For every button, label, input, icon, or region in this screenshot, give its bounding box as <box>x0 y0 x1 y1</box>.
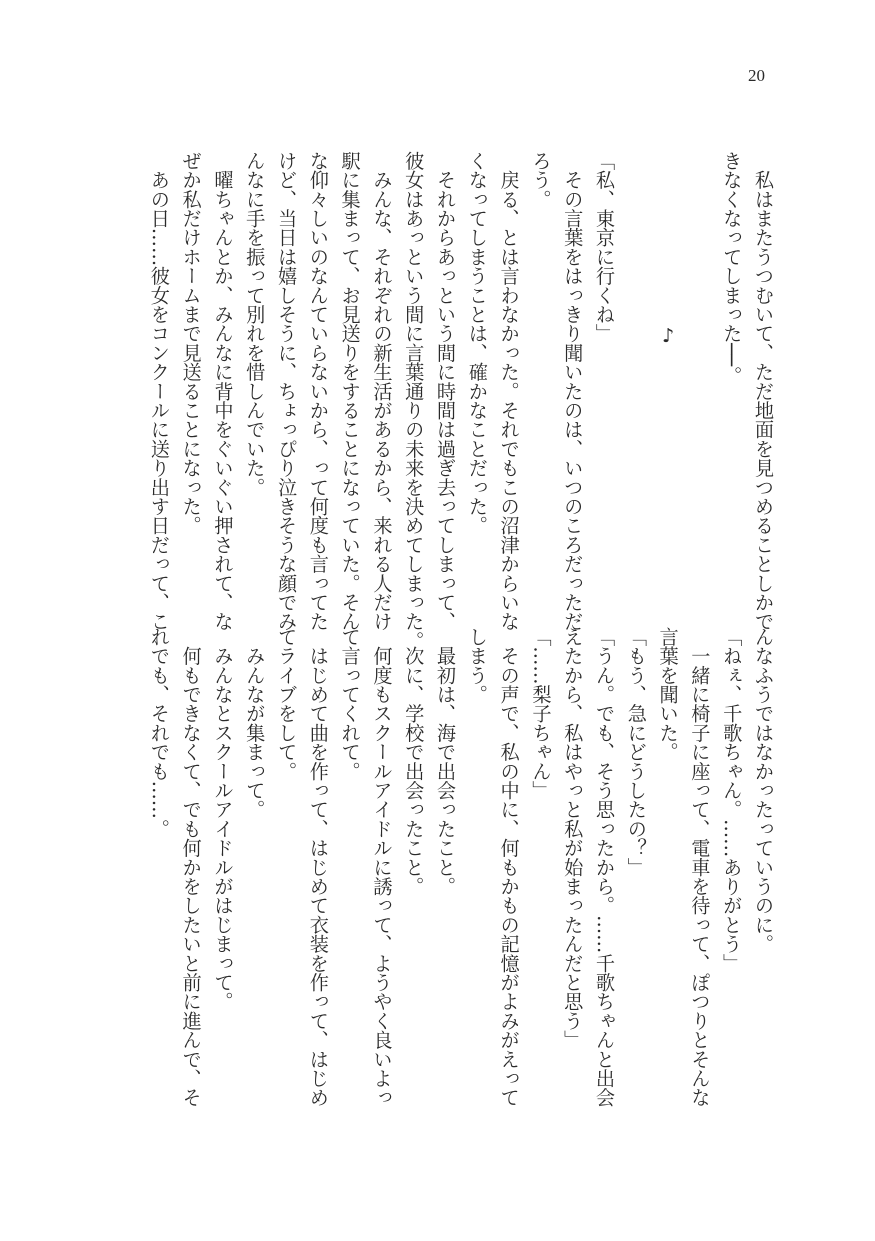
text-line: しまう。 <box>465 627 489 704</box>
text-line: 「私、東京に行くね」 <box>593 151 617 343</box>
text-line <box>620 151 652 606</box>
upper-text-block <box>143 151 779 651</box>
text-line: 最初は、海で出会ったこと。 <box>434 627 458 896</box>
text-line: みんな、それぞれの新生活があるから、来れる人だけ <box>370 151 394 631</box>
text-line: んなに手を振って別れを惜しんでいた。 <box>243 151 267 497</box>
text-line: れでも、それでも……。 <box>147 627 171 839</box>
lower-text-block <box>143 627 779 1107</box>
text-line: 「もう、急にどうしたの？」 <box>624 627 648 877</box>
text-line: はじめて曲を作って、はじめて衣装を作って、はじめ <box>306 627 330 1107</box>
text-line: それからあっという間に時間は過ぎ去ってしまって、 <box>434 151 458 631</box>
text-line: 言葉を聞いた。 <box>656 627 680 762</box>
text-line: 「……梨子ちゃん」 <box>529 627 553 800</box>
text-line: 何もできなくて、でも何かをしたいと前に進んで、そ <box>179 627 203 1107</box>
text-line: みんなとスクールアイドルがはじまって。 <box>211 627 235 1011</box>
text-line: きなくなってしまった──。 <box>720 151 744 386</box>
text-line: あの日……彼女をコンクールに送り出す日だって、こ <box>147 151 171 631</box>
text-line: ♪ <box>656 151 680 347</box>
text-line: 私はまたうつむいて、ただ地面を見つめることしかで <box>752 151 775 631</box>
text-line: てライブをして。 <box>275 627 299 781</box>
text-line: 曜ちゃんとか、みんなに背中をぐいぐい押されて、な <box>211 151 235 631</box>
text-line: て言ってくれて。 <box>338 627 362 781</box>
text-line: ろう。 <box>529 151 553 209</box>
text-line <box>684 151 716 606</box>
text-line: 次に、学校で出会ったこと。 <box>402 627 426 896</box>
text-line: 「うん。でも、そう思ったから。……千歌ちゃんと出会 <box>593 627 617 1107</box>
page-number: 20 <box>748 66 765 85</box>
text-line: 彼女はあっという間に言葉通りの未来を決めてしまった。 <box>402 151 426 651</box>
text-line: 「ねぇ、千歌ちゃん。……ありがとう」 <box>720 627 744 973</box>
text-line: その声で、私の中に、何もかもの記憶がよみがえって <box>497 627 521 1107</box>
text-line: その言葉をはっきり聞いたのは、いつのころだっただ <box>561 151 585 631</box>
text-line: 何度もスクールアイドルに誘って、ようやく良いよっ <box>370 627 394 1107</box>
text-line: けど、当日は嬉しそうに、ちょっぴり泣きそうな顔でみ <box>275 151 299 631</box>
text-line: みんなが集まって。 <box>243 627 267 819</box>
text-line: ぜか私だけホームまで見送ることになった。 <box>179 151 203 535</box>
text-line: くなってしまうことは、確かなことだった。 <box>465 151 489 535</box>
text-line: 戻る、とは言わなかった。それでもこの沼津からいな <box>497 151 521 631</box>
text-line: 駅に集まって、お見送りをすることになっていた。そん <box>338 151 362 631</box>
text-line: な仰々しいのなんていらないから、って何度も言ってた <box>306 151 330 631</box>
text-line: 一緒に椅子に座って、電車を待って、ぽつりとそんな <box>688 627 712 1107</box>
text-line: んなふうではなかったっていうのに。 <box>752 627 775 954</box>
text-line: えたから、私はやっと私が始まったんだと思う」 <box>561 627 585 1050</box>
